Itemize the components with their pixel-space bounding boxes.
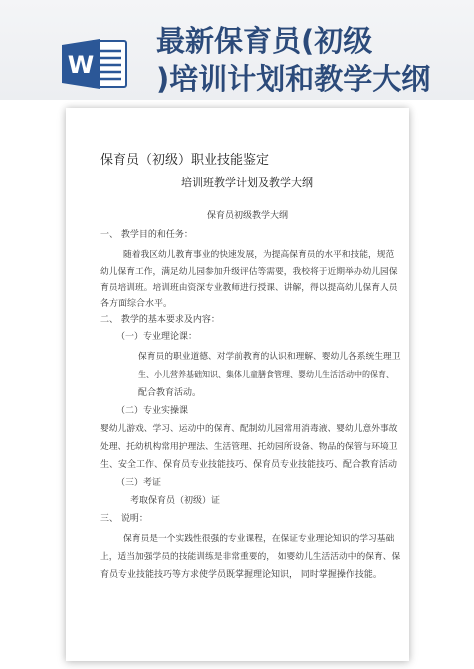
section-2-sub-1: （一）专业理论课： bbox=[116, 332, 198, 342]
section-3-line-1: 保育员是一个实践性很强的专业课程，在保证专业理论知识的学习基础 bbox=[123, 534, 395, 544]
section-2-sub-1-line-1: 保育员的职业道德、对学前教育的认识和理解、婴幼儿各系统生理卫 bbox=[138, 352, 401, 362]
svg-text:W: W bbox=[67, 51, 95, 79]
section-3-line-3: 育员专业技能技巧等方求使学员既掌握理论知识， 同时掌握操作技能。 bbox=[100, 570, 382, 580]
section-1-line-3: 育员培训班。培训班由资深专业教师进行授课、讲解，得以提高幼儿保育人员 bbox=[100, 283, 398, 293]
section-2-sub-2-line-2: 处理、托幼机构常用护理法、生活管理、托幼园所设备、物品的保管与环境卫 bbox=[100, 442, 398, 452]
banner bbox=[0, 0, 474, 100]
section-1-line-1: 随着我区幼儿教育事业的快速发展，为提高保育员的水平和技能，规范 bbox=[123, 250, 395, 260]
section-2-title: 二、 教学的基本要求及内容： bbox=[100, 315, 220, 325]
section-2-sub-3-line-1: 考取保育员（初级）证 bbox=[130, 496, 221, 506]
title-line-2: )培训计划和教学大纲 bbox=[156, 62, 431, 96]
section-3-line-2: 上，适当加强学员的技能训练是非常重要的， 如婴幼儿生活活动中的保育、保 bbox=[100, 552, 401, 562]
doc-subheading: 保育员初级教学大纲 bbox=[207, 211, 289, 221]
section-1-line-4: 各方面综合水平。 bbox=[100, 299, 173, 309]
section-2-sub-2: （二）专业实操课 bbox=[116, 406, 189, 416]
section-1-line-2: 幼儿保育工作，满足幼儿园参加升级评估等需要，我校将于近期举办幼儿园保 bbox=[100, 267, 398, 277]
title-line-1: 最新保育员(初级 bbox=[156, 24, 373, 58]
section-2-sub-2-line-3: 生、安全工作、保育员专业技能技巧、保育员专业技能技巧、配合教育活动 bbox=[100, 460, 398, 470]
section-3-title: 三、 说明： bbox=[100, 514, 148, 524]
section-2-sub-1-line-3: 配合教育活动。 bbox=[138, 388, 202, 398]
doc-heading-2: 培训班教学计划及教学大纲 bbox=[181, 176, 313, 189]
doc-heading-1: 保育员（初级）职业技能鉴定 bbox=[100, 153, 270, 168]
section-2-sub-2-line-1: 婴幼儿游戏、学习、运动中的保育、配制幼儿园常用消毒液、婴幼儿意外事故 bbox=[100, 424, 398, 434]
section-2-sub-1-line-2: 生、小儿营养基础知识、集体儿童膳食管理、婴幼儿生活活动中的保育、 bbox=[138, 370, 394, 379]
section-2-sub-3: （三）考证 bbox=[116, 478, 162, 488]
document-page bbox=[66, 108, 409, 661]
section-1-title: 一、 教学目的和任务： bbox=[100, 230, 193, 240]
word-document-icon bbox=[62, 39, 130, 89]
page-title bbox=[156, 22, 468, 98]
